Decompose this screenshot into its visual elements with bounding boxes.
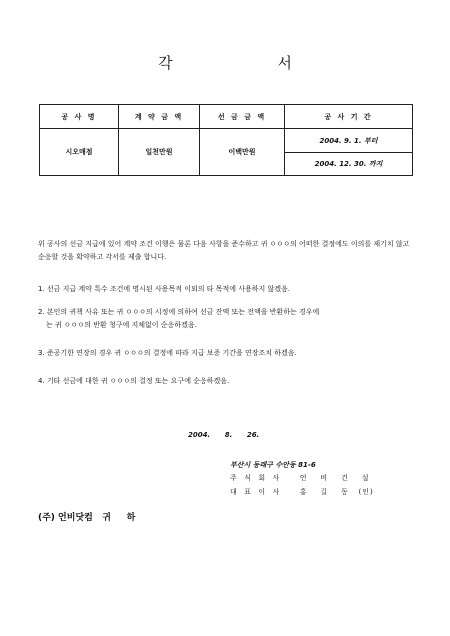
signer-representative: 대 표 이 사 홍 길 동 (인)	[230, 488, 374, 496]
header-contract-amount: 계 약 금 액	[119, 105, 200, 129]
period-end-cell: 2004. 12. 30. 까지	[285, 153, 413, 176]
contract-amount-cell: 일천만원	[119, 129, 200, 176]
table-row	[40, 129, 413, 153]
header-advance-amount: 선 금 금 액	[200, 105, 285, 129]
contract-info-table	[39, 104, 413, 176]
list-item: 1. 선금 지급 계약 특수 조건에 명시된 사용목적 이외의 타 목적에 사용하지 않겠음.	[38, 285, 290, 293]
header-project-name: 공 사 명	[40, 105, 119, 129]
list-item-line: 는 귀 ㅇㅇㅇ의 반환 청구에 지체없이 순응하겠음.	[46, 321, 197, 329]
advance-amount-cell: 이백만원	[200, 129, 285, 176]
intro-paragraph: 위 공사의 선금 지급에 있어 계약 조건 이행은 물론 다음 사항을 준수하고 귀 ㅇㅇㅇ의 어떠한 결정에도 이의를 제기치 않고 순응할 것을 확약하고 각서를 제출 합니다.	[38, 240, 410, 261]
signer-company: 주 식 회 사 언 비 건 설	[230, 474, 370, 482]
period-start-cell: 2004. 9. 1. 부터	[285, 129, 413, 153]
document-title: 각 서	[158, 54, 342, 72]
list-item	[38, 306, 418, 332]
recipient-line: (주) 언비닷컴 귀 하	[38, 513, 136, 523]
list-item-line: 2. 본인의 귀책 사유 또는 귀 ㅇㅇㅇ의 시정에 의하여 선금 잔액 또는 전액을 반환하는 경우에	[38, 308, 320, 316]
signer-address: 부산시 동래구 수안동 81-6	[230, 461, 316, 469]
list-item: 4. 기타 선금에 대한 귀 ㅇㅇㅇ의 결정 또는 요구에 순응하겠음.	[38, 377, 230, 385]
table-header-row	[40, 105, 413, 129]
project-name-cell: 시오매점	[40, 129, 119, 176]
header-period: 공 사 기 간	[285, 105, 413, 129]
document-date: 2004. 8. 26.	[188, 431, 260, 439]
list-item: 3. 준공기한 연장의 경우 귀 ㅇㅇㅇ의 결정에 따라 지급 보증 기간을 연장조치 하겠음.	[38, 349, 297, 357]
